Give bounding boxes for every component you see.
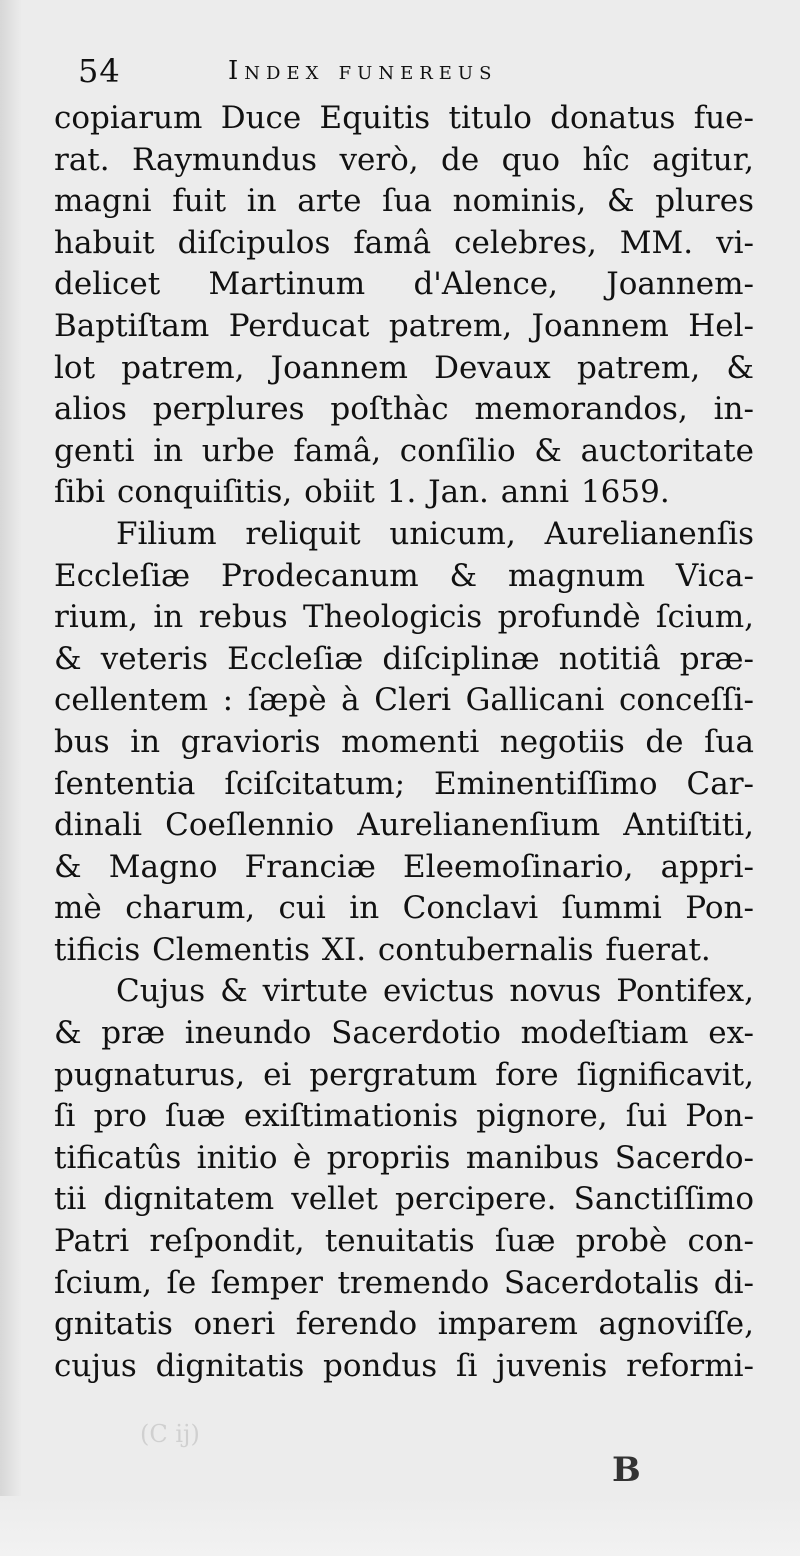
text-line: ſibi conquiſitis, obiit 1. Jan. anni 1659. <box>54 474 670 511</box>
text-line: cujus dignitatis pondus ſi juvenis reformi- <box>54 1347 754 1384</box>
text-line: tificis Clementis XI. contubernalis fuerat. <box>54 931 711 968</box>
text-line: tii dignitatem vellet percipere. Sanctiſſimo <box>54 1181 754 1218</box>
text-line: & præ ineundo Sacerdotio modeſtiam ex- <box>54 1015 754 1052</box>
text-line: & veteris Eccleſiæ diſciplinæ notitiâ præ- <box>54 640 754 677</box>
running-title: Index funereus <box>228 56 498 86</box>
text-line: & Magno Franciæ Eleemoſinario, appri- <box>54 848 754 885</box>
text-line: alios perplures poſthàc memorandos, in- <box>54 391 754 428</box>
bottom-mark: B <box>612 1450 641 1490</box>
page-edge-shadow <box>0 0 22 1556</box>
text-line: habuit diſcipulos famâ celebres, MM. vi- <box>54 224 754 261</box>
text-line: dinali Coeſlennio Aurelianenſium Antiſtiti, <box>54 807 754 844</box>
text-line: delicet Martinum d'Alence, Joannem- <box>54 266 754 303</box>
text-line: lot patrem, Joannem Devaux patrem, & <box>54 349 754 386</box>
text-line: tificatûs initio è propriis manibus Sacerdo- <box>54 1139 754 1176</box>
text-line: Patri reſpondit, tenuitatis ſuæ probè con- <box>54 1223 754 1260</box>
text-line: genti in urbe famâ, conſilio & auctoritate <box>54 432 754 469</box>
text-line: Baptiſtam Perducat patrem, Joannem Hel- <box>54 307 754 344</box>
page-header <box>78 52 718 102</box>
text-line: ſententia ſciſcitatum; Eminentiſſimo Car- <box>54 765 754 802</box>
text-line: rat. Raymundus verò, de quo hîc agitur, <box>54 141 754 178</box>
text-line: pugnaturus, ei pergratum fore ſignificavit, <box>54 1056 754 1093</box>
text-line: ſcium, ſe ſemper tremendo Sacerdotalis di- <box>54 1264 754 1301</box>
text-line: rium, in rebus Theologicis profundè ſcium, <box>54 599 754 636</box>
body-text <box>54 98 754 1387</box>
text-line: copiarum Duce Equitis titulo donatus fue- <box>54 100 754 136</box>
text-line: ſi pro ſuæ exiſtimationis pignore, ſui Pon- <box>54 1098 754 1135</box>
page-bottom-shadow <box>0 1496 800 1556</box>
page-number: 54 <box>78 52 121 90</box>
text-line: gnitatis oneri ferendo imparem agnoviſſe, <box>54 1306 754 1343</box>
faint-signature-mark: (C ij) <box>140 1420 200 1448</box>
text-line: magni fuit in arte ſua nominis, & plures <box>54 183 754 220</box>
text-line: bus in gravioris momenti negotiis de ſua <box>54 723 754 760</box>
text-line: cellentem : ſæpè à Cleri Gallicani conceſſi- <box>54 682 754 719</box>
text-line: Eccleſiæ Prodecanum & magnum Vica- <box>54 557 754 594</box>
text-line: mè charum, cui in Conclavi ſummi Pon- <box>54 890 754 927</box>
paragraph-start-line: Filium reliquit unicum, Aurelianenſis <box>116 515 754 552</box>
paragraph-start-line: Cujus & virtute evictus novus Pontifex, <box>116 973 754 1010</box>
